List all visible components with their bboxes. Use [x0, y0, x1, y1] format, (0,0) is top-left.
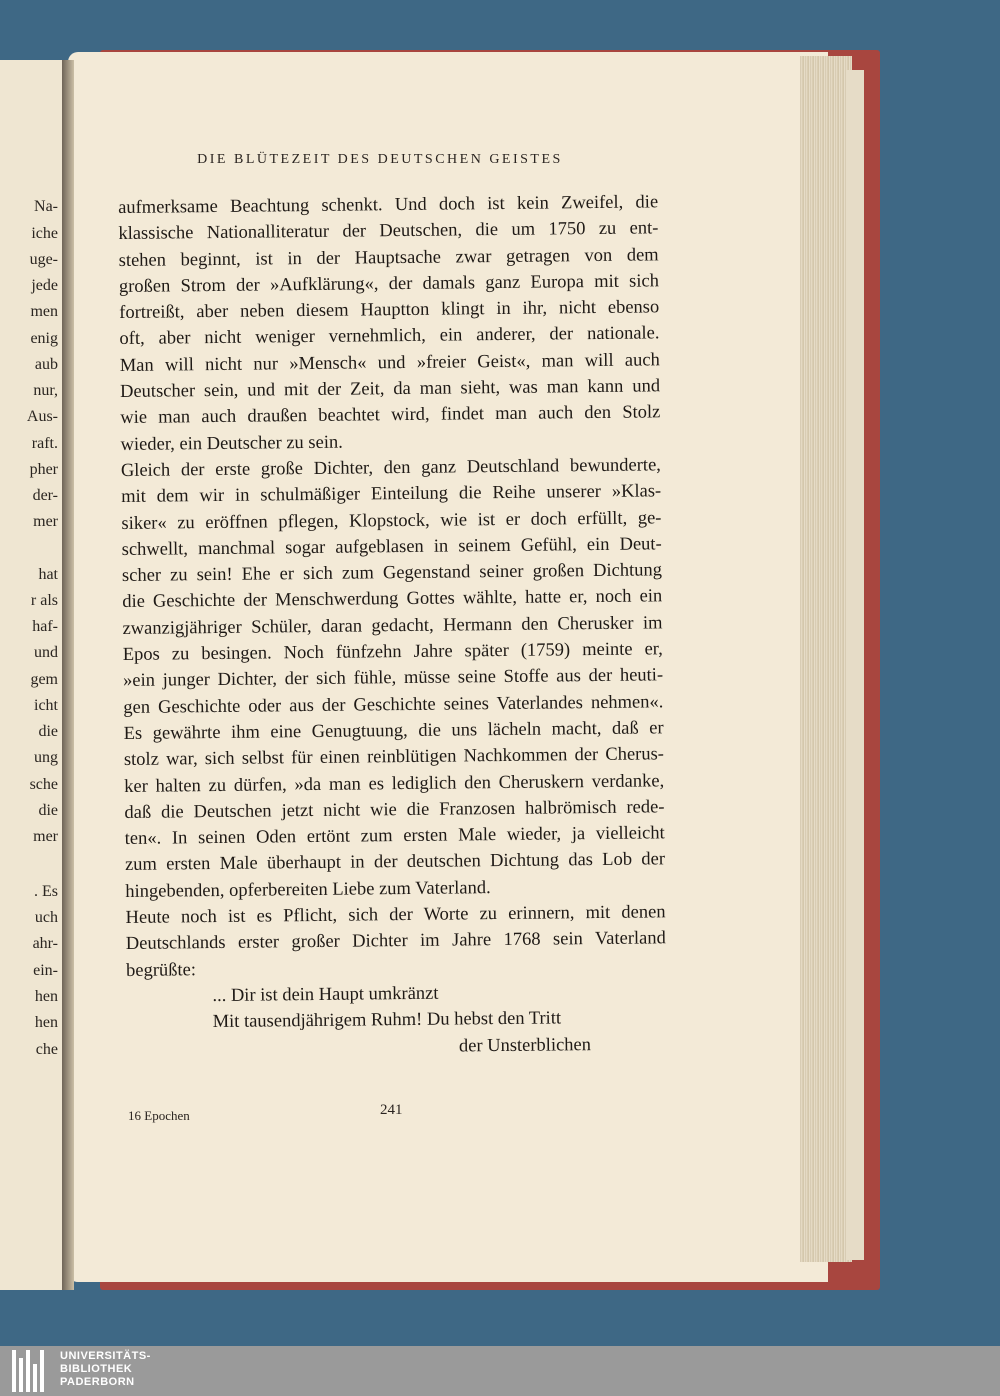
left-page-fragment: der- [32, 487, 58, 504]
left-page-fragment: hen [34, 1014, 58, 1031]
text-line: klassische Nationalliteratur der Deutschen, die um 1750 zu ent- [118, 218, 659, 245]
text-line: Deutscher sein, und mit der Zeit, da man sieht, was man kann und [119, 376, 661, 403]
left-page-fragment: Aus- [26, 408, 58, 425]
text-line: zwanzigjähriger Schüler, daran gedacht, Hermann den Cherusker im [122, 613, 663, 639]
library-footer [0, 1346, 1000, 1396]
left-page-fragment: die [38, 802, 58, 819]
left-page-fragment: Na- [34, 198, 58, 215]
running-head: DIE BLÜTEZEIT DES DEUTSCHEN GEISTES [197, 152, 563, 167]
text-line: zum ersten Male überhaupt in der deutschen Dichtung das Lob der [124, 849, 666, 876]
left-page-fragment: men [30, 303, 58, 320]
left-page-fragment: mer [33, 513, 58, 530]
left-page-fragment: sche [29, 776, 58, 793]
left-page-fragment: che [35, 1041, 58, 1058]
library-name-line-2: BIBLIOTHEK [60, 1363, 133, 1375]
text-line: oft, aber nicht weniger vernehmlich, ein anderer, der nationale. [119, 323, 660, 350]
left-page-fragment: und [34, 644, 58, 661]
body-text [118, 189, 667, 1062]
text-line: fortreißt, aber neben diesem Hauptton klingt in ihr, nicht ebenso [119, 297, 660, 324]
library-name-line-3: PADERBORN [60, 1376, 135, 1388]
text-line: Deutschlands erster großer Dichter im Jahre 1768 sein Vaterland [125, 928, 666, 955]
left-page-fragment: r als [30, 592, 58, 609]
verse-line: ... Dir ist dein Haupt umkränzt [212, 983, 439, 1006]
page-edges [800, 56, 852, 1262]
text-line: die Geschichte der Menschwerdung Gottes wählte, hatte er, noch ein [122, 586, 663, 613]
text-line: schwellt, manchmal sogar aufgeblasen in seinem Gefühl, ein Deut- [121, 534, 662, 560]
text-line: begrüßte: [126, 959, 197, 981]
text-line: stehen beginnt, ist in der Hauptsache zwar getragen von dem [118, 244, 659, 271]
left-page-fragment: haf- [32, 618, 58, 635]
verse-line: der Unsterblichen [458, 1034, 592, 1056]
text-line: daß die Deutschen jetzt nicht wie die Franzosen halbrömisch rede- [124, 797, 665, 823]
left-page-fragment: hen [34, 988, 58, 1005]
left-page-fragment: jede [31, 277, 58, 294]
text-line: Man will nicht nur »Mensch« und »freier Geist«, man will auch [119, 350, 660, 376]
left-page-fragment: raft. [31, 435, 58, 452]
text-line: hingebenden, opferbereiten Liebe zum Vaterland. [125, 877, 491, 902]
left-page-fragment: uge- [29, 251, 58, 268]
left-page-fragment: mer [33, 828, 58, 845]
left-page-fragment: aub [34, 356, 58, 373]
left-page-fragment: enig [30, 330, 58, 347]
text-line: großen Strom der »Aufklärung«, der damals ganz Europa mit sich [118, 271, 660, 297]
library-name [60, 1350, 151, 1389]
left-page-fragment: ein- [33, 962, 58, 979]
left-page-fragment: . Es [34, 883, 58, 900]
gutter [62, 60, 74, 1290]
left-page-fragment: hat [38, 566, 58, 583]
text-line: wieder, ein Deutscher zu sein. [120, 432, 343, 455]
left-page-fragment: ahr- [32, 935, 58, 952]
text-line: scher zu sein! Ehe er sich zum Gegenstand seiner großen Dichtung [121, 560, 663, 587]
left-page-fragment: icht [34, 697, 58, 714]
library-logo-icon [12, 1350, 48, 1392]
text-line: wie man auch draußen beachtet wird, findet man auch den Stolz [120, 402, 661, 429]
text-line: Es gewährte ihm eine Genugtuung, die uns lächeln macht, daß er [123, 718, 664, 744]
text-line: gen Geschichte oder aus der Geschichte seines Vaterlandes nehmen«. [123, 691, 664, 718]
left-page-fragment: uch [34, 909, 58, 926]
text-line: aufmerksame Beachtung schenkt. Und doch ist kein Zweifel, die [118, 192, 659, 218]
text-line: siker« zu eröffnen pflegen, Klopstock, wie ist er doch erfüllt, ge- [121, 507, 662, 534]
text-line: Gleich der erste große Dichter, den ganz Deutschland bewunderte, [120, 455, 661, 481]
text-line: ker halten zu dürfen, »da man es lediglich den Cheruskern verdanke, [124, 770, 665, 797]
left-page-fragment: gem [30, 671, 58, 688]
verse-line: Mit tausendjährigem Ruhm! Du hebst den Tritt [212, 1008, 562, 1033]
left-page-fragment: die [38, 723, 58, 740]
left-page-fragment: nur, [33, 382, 58, 399]
page-edges-front [846, 70, 864, 1260]
left-page [0, 60, 65, 1290]
text-line: Epos zu besingen. Noch fünfzehn Jahre später (1759) meinte er, [122, 639, 663, 666]
text-line: stolz war, sich selbst für einen reinblütigen Nachkommen der Cherus- [123, 744, 664, 771]
text-line: mit dem wir in schulmäßiger Einteilung die Reihe unserer »Klas- [121, 481, 662, 508]
left-page-fragment: iche [31, 225, 58, 242]
library-name-line-1: UNIVERSITÄTS- [60, 1350, 151, 1362]
text-line: ten«. In seinen Oden ertönt zum ersten Male wieder, ja vielleicht [124, 823, 665, 850]
text-line: »ein junger Dichter, der sich fühle, müsse seine Stoffe aus der heuti- [122, 665, 664, 692]
signature-mark: 16 Epochen [128, 1108, 190, 1123]
page-number: 241 [380, 1102, 403, 1118]
left-page-fragment: ung [34, 749, 58, 766]
left-page-fragment: pher [29, 461, 58, 478]
text-line: Heute noch ist es Pflicht, sich der Worte zu erinnern, mit denen [125, 902, 666, 928]
